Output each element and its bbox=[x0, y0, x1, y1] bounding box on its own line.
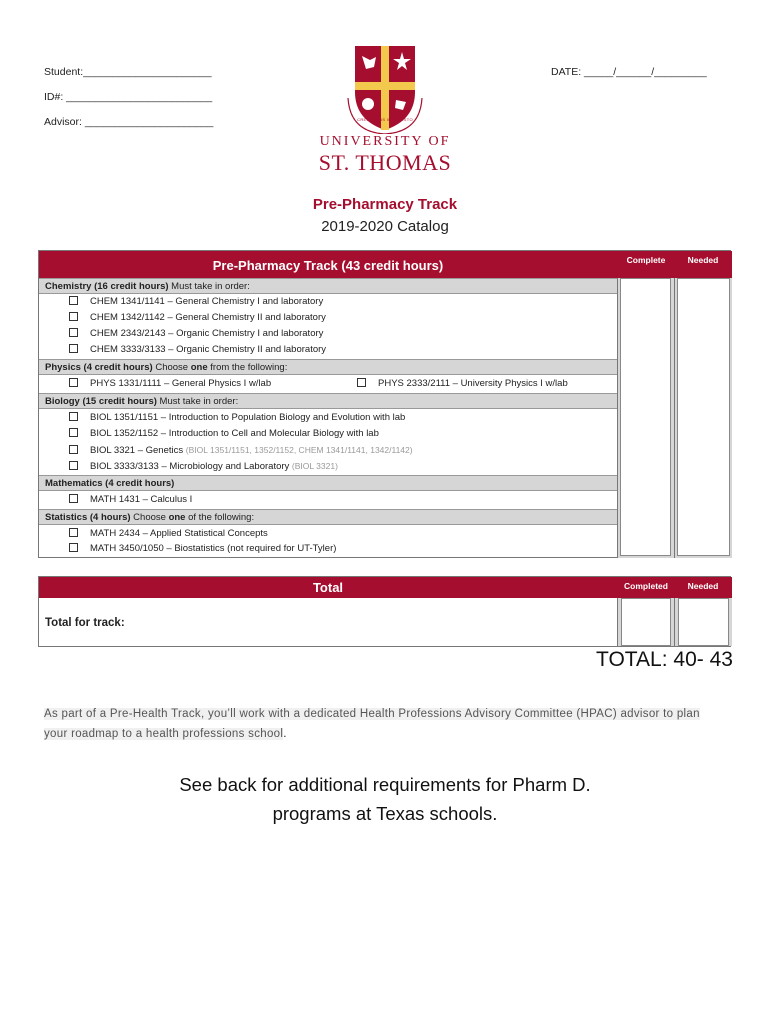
course-label: BIOL 3333/3133 – Microbiology and Laboratory bbox=[90, 461, 290, 472]
logo-university-of: UNIVERSITY OF bbox=[319, 134, 451, 149]
needed-column bbox=[674, 278, 732, 558]
advisor-field[interactable]: Advisor: ______________________ bbox=[44, 116, 214, 128]
date-field[interactable]: DATE: _____/______/_________ bbox=[551, 66, 707, 78]
section-statistics-emphasis: one bbox=[168, 512, 186, 523]
prerequisite-note: (BIOL 3321) bbox=[291, 461, 338, 471]
section-physics-emphasis: one bbox=[190, 362, 208, 373]
prerequisite-note: (BIOL 1351/1151, 1352/1152, CHEM 1341/1141, 1342/1142) bbox=[185, 445, 413, 455]
section-physics-title: Physics (4 credit hours) bbox=[45, 362, 153, 373]
id-field[interactable]: ID#: _________________________ bbox=[44, 91, 213, 103]
hpac-footnote-text: As part of a Pre-Health Track, you’ll work with a dedicated Health Professions Advisory Committee (HPAC) advisor to plan your roadmap to a health professions school bbox=[44, 708, 700, 740]
list-item bbox=[69, 492, 192, 508]
list-item bbox=[69, 426, 379, 442]
logo-motto: CRESCAMUS IN CHRISTO bbox=[357, 117, 413, 122]
section-chemistry bbox=[39, 278, 617, 294]
back-note-line1: See back for additional requirements for Pharm D. bbox=[179, 774, 591, 795]
table-heading: Pre-Pharmacy Track (43 credit hours) bbox=[39, 251, 617, 278]
section-statistics-note-end: of the following: bbox=[185, 512, 255, 523]
total-range: TOTAL: 40- 43 bbox=[596, 648, 733, 671]
section-statistics bbox=[39, 509, 617, 525]
checkbox[interactable] bbox=[69, 312, 78, 321]
logo-st-thomas: ST. THOMAS bbox=[318, 150, 452, 175]
course-label: PHYS 2333/2111 – University Physics I w/lab bbox=[378, 378, 568, 389]
section-mathematics bbox=[39, 475, 617, 491]
needed-box[interactable] bbox=[677, 278, 730, 556]
complete-column-header: Complete bbox=[617, 251, 675, 278]
course-label: CHEM 1341/1141 – General Chemistry I and laboratory bbox=[90, 296, 324, 307]
back-note-line2: programs at Texas schools. bbox=[272, 803, 498, 824]
list-item bbox=[69, 410, 405, 426]
total-heading: Total bbox=[39, 577, 617, 598]
checkbox[interactable] bbox=[69, 528, 78, 537]
course-label: BIOL 1351/1151 – Introduction to Population Biology and Evolution with lab bbox=[90, 412, 406, 423]
needed-total-box[interactable] bbox=[678, 598, 729, 646]
list-item bbox=[69, 294, 323, 310]
completed-column bbox=[617, 598, 674, 646]
complete-column bbox=[617, 278, 674, 558]
course-label: CHEM 1342/1142 – General Chemistry II and laboratory bbox=[90, 312, 326, 323]
total-for-track-label: Total for track: bbox=[45, 617, 125, 629]
list-item bbox=[69, 442, 413, 459]
course-label: MATH 2434 – Applied Statistical Concepts bbox=[90, 528, 268, 539]
checkbox[interactable] bbox=[69, 412, 78, 421]
course-label: PHYS 1331/1111 – General Physics I w/lab bbox=[90, 378, 272, 389]
course-label: CHEM 2343/2143 – Organic Chemistry I and laboratory bbox=[90, 328, 324, 339]
course-label: BIOL 3321 – Genetics bbox=[90, 445, 184, 456]
list-item bbox=[69, 376, 271, 392]
needed-column-header: Needed bbox=[674, 251, 732, 278]
page-title: Pre-Pharmacy Track bbox=[312, 196, 458, 213]
section-biology-title: Biology (15 credit hours) bbox=[45, 396, 157, 407]
total-table bbox=[38, 576, 731, 647]
checkbox[interactable] bbox=[69, 344, 78, 353]
completed-total-box[interactable] bbox=[621, 598, 671, 646]
completed-column-header: Completed bbox=[617, 577, 675, 598]
section-physics-note: Choose bbox=[152, 362, 191, 373]
checkbox[interactable] bbox=[69, 445, 78, 454]
section-biology-note: Must take in order: bbox=[156, 396, 239, 407]
checkbox[interactable] bbox=[69, 494, 78, 503]
list-item bbox=[69, 310, 326, 326]
list-item bbox=[69, 541, 336, 557]
checkbox[interactable] bbox=[69, 378, 78, 387]
needed-column bbox=[674, 598, 732, 646]
list-item bbox=[69, 342, 326, 358]
course-label: MATH 3450/1050 – Biostatistics (not required for UT-Tyler) bbox=[90, 543, 337, 554]
section-chemistry-note: Must take in order: bbox=[168, 281, 250, 292]
hpac-footnote-period: . bbox=[283, 728, 287, 740]
section-statistics-note: Choose bbox=[130, 512, 169, 523]
list-item bbox=[69, 326, 323, 342]
course-label: BIOL 1352/1152 – Introduction to Cell and Molecular Biology with lab bbox=[90, 428, 379, 439]
checkbox[interactable] bbox=[69, 328, 78, 337]
page-subtitle: 2019-2020 Catalog bbox=[321, 218, 449, 235]
section-chemistry-title: Chemistry (16 credit hours) bbox=[45, 281, 169, 292]
section-mathematics-title: Mathematics (4 credit hours) bbox=[45, 478, 175, 489]
hpac-footnote bbox=[44, 704, 724, 744]
list-item bbox=[69, 458, 338, 475]
course-label: MATH 1431 – Calculus I bbox=[90, 494, 193, 505]
course-label: CHEM 3333/3133 – Organic Chemistry II and laboratory bbox=[90, 344, 327, 355]
student-field[interactable]: Student:______________________ bbox=[44, 66, 212, 78]
checkbox[interactable] bbox=[69, 296, 78, 305]
list-item bbox=[357, 376, 568, 392]
needed-column-header: Needed bbox=[674, 577, 732, 598]
checkbox[interactable] bbox=[69, 543, 78, 552]
section-physics bbox=[39, 359, 617, 375]
section-biology bbox=[39, 393, 617, 409]
section-statistics-title: Statistics (4 hours) bbox=[45, 512, 131, 523]
section-physics-note-end: from the following: bbox=[207, 362, 288, 373]
list-item bbox=[69, 526, 268, 542]
complete-box[interactable] bbox=[620, 278, 671, 556]
requirements-table bbox=[38, 250, 731, 558]
checkbox[interactable] bbox=[69, 461, 78, 470]
checkbox[interactable] bbox=[357, 378, 366, 387]
checkbox[interactable] bbox=[69, 428, 78, 437]
